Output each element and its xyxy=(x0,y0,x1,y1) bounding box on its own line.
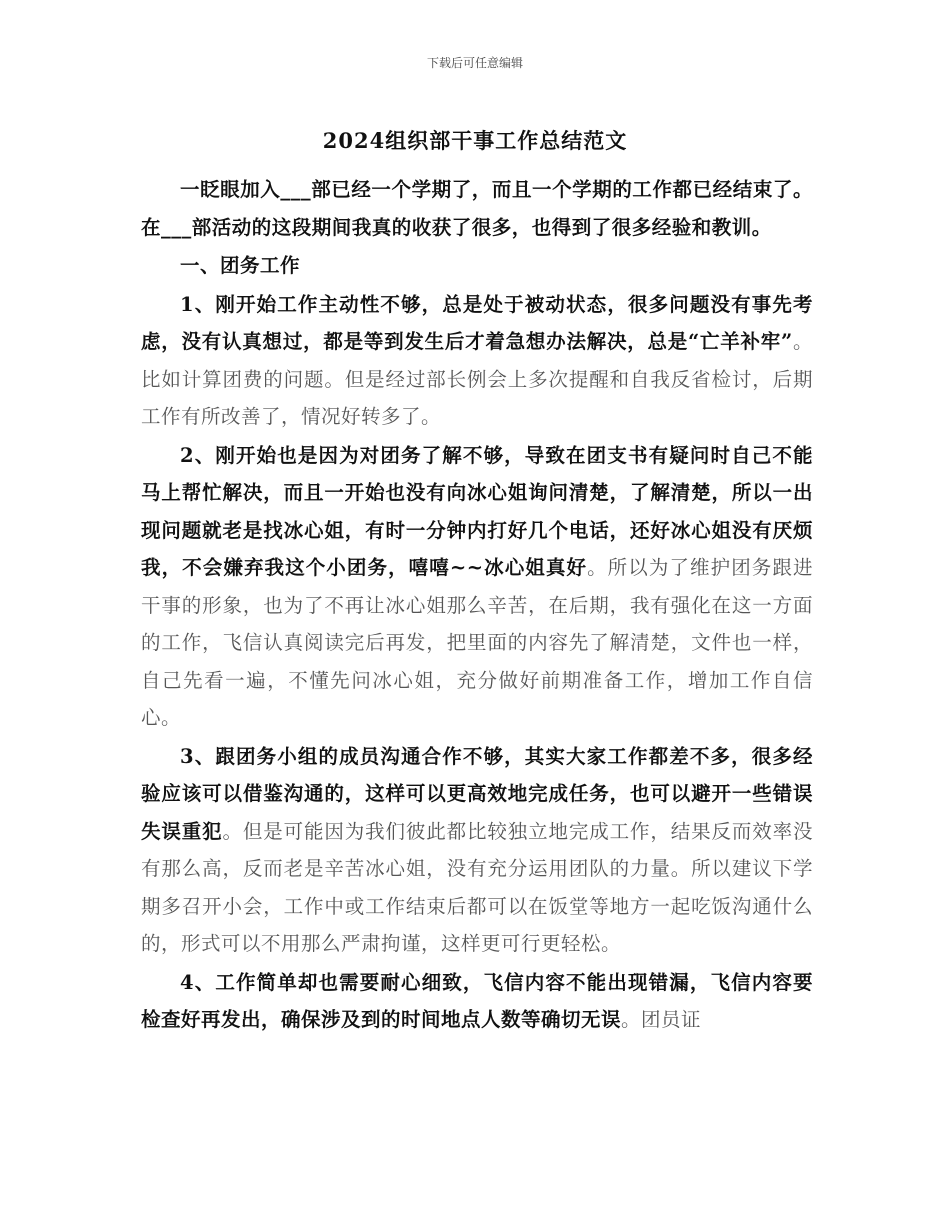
intro-paragraph: 一眨眼加入___部已经一个学期了，而且一个学期的工作都已经结束了。在___部活动的这段期间我真的收获了很多，也得到了很多经验和教训。 xyxy=(141,178,813,239)
item-2-paragraph xyxy=(141,437,813,737)
item-4-normal-text: 。团员证 xyxy=(621,1008,702,1031)
page-header: 下载后可任意编辑 xyxy=(426,56,523,70)
section-heading: 一、团务工作 xyxy=(180,254,301,277)
item-1-normal-text: 。比如计算团费的问题。但是经过部长例会上多次提醒和自我反省检讨，后期工作有所改善了，情况好转多了。 xyxy=(141,330,813,428)
document-title: 2024组织部干事工作总结范文 xyxy=(322,128,628,153)
item-3-normal-text: 。但是可能因为我们彼此都比较独立地完成工作，结果反而效率没有那么高，反而老是辛苦冰心姐，没有充分运用团队的力量。所以建议下学期多召开小会，工作中或工作结束后都可以在饭堂等地方一起吃饭沟通什么的，形式可以不用那么严肃拘谨，这样更可行更轻松。 xyxy=(141,819,813,955)
item-2-bold-text: 2、刚开始也是因为对团务了解不够，导致在团支书有疑问时自己不能马上帮忙解决，而且一开始也没有向冰心姐询问清楚，了解清楚，所以一出现问题就老是找冰心姐，有时一分钟内打好几个电话，还好冰心姐没有厌烦我，不会嫌弃我这个小团务，嘻嘻~~冰心姐真好 xyxy=(141,443,813,579)
item-1-paragraph xyxy=(141,286,813,436)
item-4-bold-text: 4、工作简单却也需要耐心细致，飞信内容不能出现错漏，飞信内容要检查好再发出，确保涉及到的时间地点人数等确切无误 xyxy=(141,970,813,1031)
item-2-normal-text: 。所以为了维护团务跟进干事的形象，也为了不再让冰心姐那么辛苦，在后期，我有强化在这一方面的工作，飞信认真阅读完后再发，把里面的内容先了解清楚，文件也一样，自己先看一遍，不懂先问冰心姐，充分做好前期准备工作，增加工作自信心。 xyxy=(141,556,813,729)
document-body xyxy=(141,171,813,1040)
item-3-paragraph xyxy=(141,738,813,963)
item-1-bold-text: 1、刚开始工作主动性不够，总是处于被动状态，很多问题没有事先考虑，没有认真想过，都是等到发生后才着急想办法解决，总是“亡羊补牢” xyxy=(141,292,813,353)
item-4-paragraph xyxy=(141,964,813,1039)
item-3-bold-text: 3、跟团务小组的成员沟通合作不够，其实大家工作都差不多，很多经验应该可以借鉴沟通的，这样可以更高效地完成任务，也可以避开一些错误失误重犯 xyxy=(141,744,813,843)
